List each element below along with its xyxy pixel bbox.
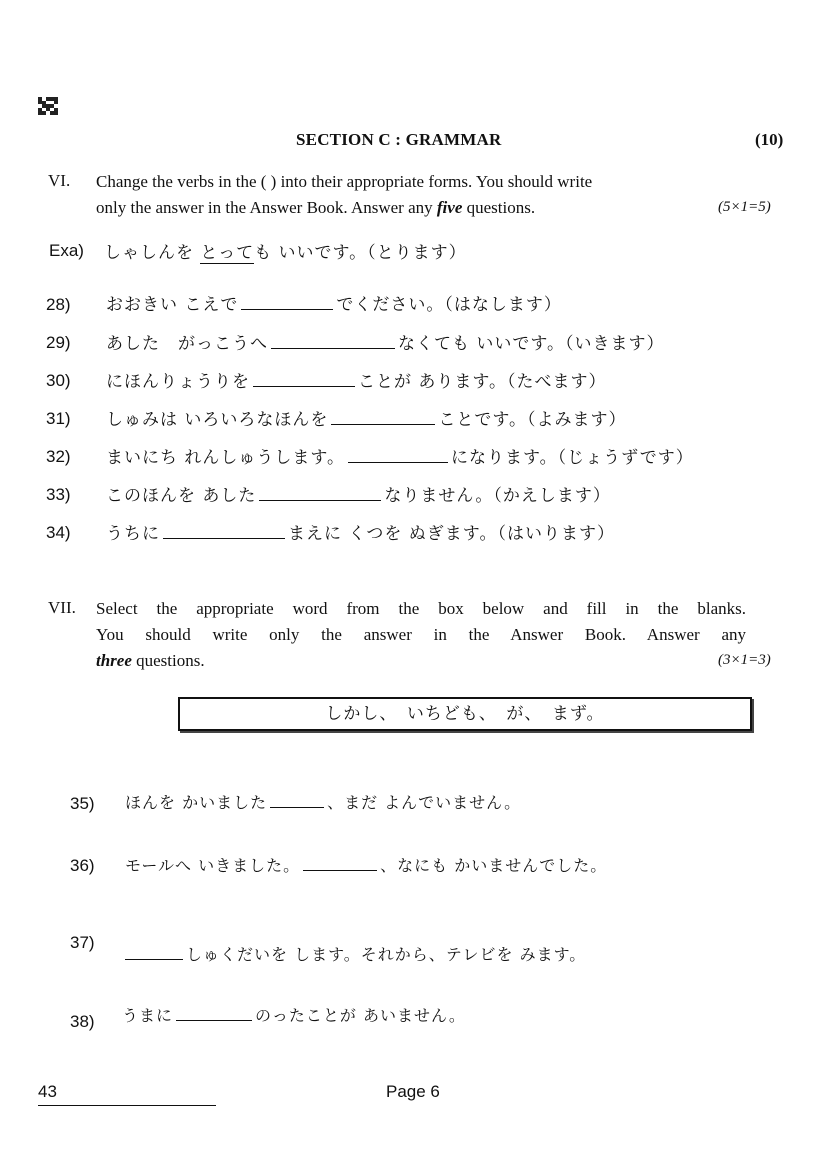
example-label: Exa): [49, 241, 84, 260]
footer-divider: [38, 1105, 216, 1106]
item-post: まえに くつを ぬぎます。（はいります）: [288, 524, 615, 544]
instruction-vii-emphasis: three: [96, 651, 132, 670]
allocation-vi: (5×1=5): [718, 199, 771, 215]
item-post: でください。（はなします）: [336, 295, 562, 315]
list-item: [106, 367, 607, 392]
answer-blank: [163, 537, 285, 539]
list-item: [106, 290, 562, 315]
item-post: のったことが あいません。: [255, 1006, 466, 1025]
item-number: 38): [70, 1012, 95, 1031]
list-item: [106, 519, 615, 544]
example-answer: とって: [200, 243, 255, 263]
instruction-vii-line2: You should write only the answer in the Answer Book. Answer any: [96, 625, 746, 644]
answer-blank: [125, 958, 183, 960]
item-pre: まいにち れんしゅうします。: [106, 448, 346, 468]
item-number: 32): [46, 447, 71, 466]
item-post: 、まだ よんでいません。: [327, 793, 522, 812]
answer-blank: [331, 423, 435, 425]
instruction-vii-line1: Select the appropriate word from the box below and fill in the blanks.: [96, 599, 746, 618]
item-pre: しゅみは いろいろなほんを: [106, 410, 329, 430]
item-pre: モールへ いきました。: [125, 856, 301, 875]
instruction-vi: [96, 169, 776, 221]
list-item: [122, 1003, 466, 1026]
item-pre: うまに: [122, 1006, 174, 1025]
example-pre: しゃしんを: [104, 243, 201, 263]
item-post: しゅくだいを します。それから、テレビを みます。: [186, 945, 587, 964]
section-marks: (10): [755, 130, 784, 149]
instruction-vi-text-end: questions.: [462, 198, 536, 217]
item-number: 28): [46, 295, 71, 314]
list-item: [106, 481, 611, 506]
item-number: 36): [70, 856, 95, 875]
page-number: Page 6: [386, 1082, 440, 1101]
question-number-vii: VII.: [48, 598, 76, 617]
answer-blank: [348, 461, 448, 463]
item-number: 30): [46, 371, 71, 390]
instruction-vi-emphasis: five: [436, 198, 463, 217]
instruction-vi-text: only the answer in the Answer Book. Answer any: [96, 198, 437, 217]
item-pre: このほんを あした: [106, 486, 257, 506]
item-number: 31): [46, 409, 71, 428]
list-item: [106, 329, 665, 354]
instruction-vii-text-end: questions.: [131, 651, 205, 670]
instruction-vi-line2: [96, 195, 776, 221]
item-number: 29): [46, 333, 71, 352]
allocation-vii: (3×1=3): [718, 652, 771, 668]
item-post: なりません。（かえします）: [384, 486, 611, 506]
item-number: 33): [46, 485, 71, 504]
item-pre: ほんを かいました: [125, 793, 268, 812]
list-item: [125, 790, 521, 813]
item-pre: うちに: [106, 524, 160, 544]
answer-blank: [270, 806, 324, 808]
qr-code-icon: [38, 97, 58, 115]
item-post: ことが あります。（たべます）: [358, 372, 607, 392]
paper-code: 43: [38, 1082, 57, 1101]
list-item: [106, 443, 694, 468]
item-post: ことです。（よみます）: [438, 410, 627, 430]
section-title: SECTION C : GRAMMAR: [296, 130, 502, 149]
item-post: になります。（じょうずです）: [451, 448, 694, 468]
answer-blank: [271, 347, 395, 349]
word-box: しかし、 いちども、 が、 まず。: [178, 697, 752, 731]
answer-blank: [241, 308, 333, 310]
instruction-vii: [96, 596, 746, 674]
answer-blank: [303, 869, 377, 871]
instruction-vi-line1: Change the verbs in the ( ) into their appropriate forms. You should write: [96, 172, 593, 191]
item-post: なくても いいです。（いきます）: [398, 334, 665, 354]
instruction-vii-line3: [96, 648, 746, 674]
item-number: 35): [70, 794, 95, 813]
item-pre: あした がっこうへ: [106, 334, 268, 354]
item-post: 、なにも かいませんでした。: [380, 856, 608, 875]
item-number: 34): [46, 523, 71, 542]
answer-blank: [253, 385, 355, 387]
item-pre: おおきい こえで: [106, 295, 239, 315]
question-number-vi: VI.: [48, 171, 71, 190]
item-number: 37): [70, 933, 95, 952]
item-pre: にほんりょうりを: [106, 372, 250, 392]
answer-blank: [259, 499, 381, 501]
list-item: [125, 853, 607, 876]
answer-blank: [176, 1019, 252, 1021]
list-item: [125, 942, 586, 965]
example-post: も いいです。（とります）: [254, 243, 467, 263]
list-item: [106, 405, 627, 430]
example-sentence: [104, 238, 467, 263]
